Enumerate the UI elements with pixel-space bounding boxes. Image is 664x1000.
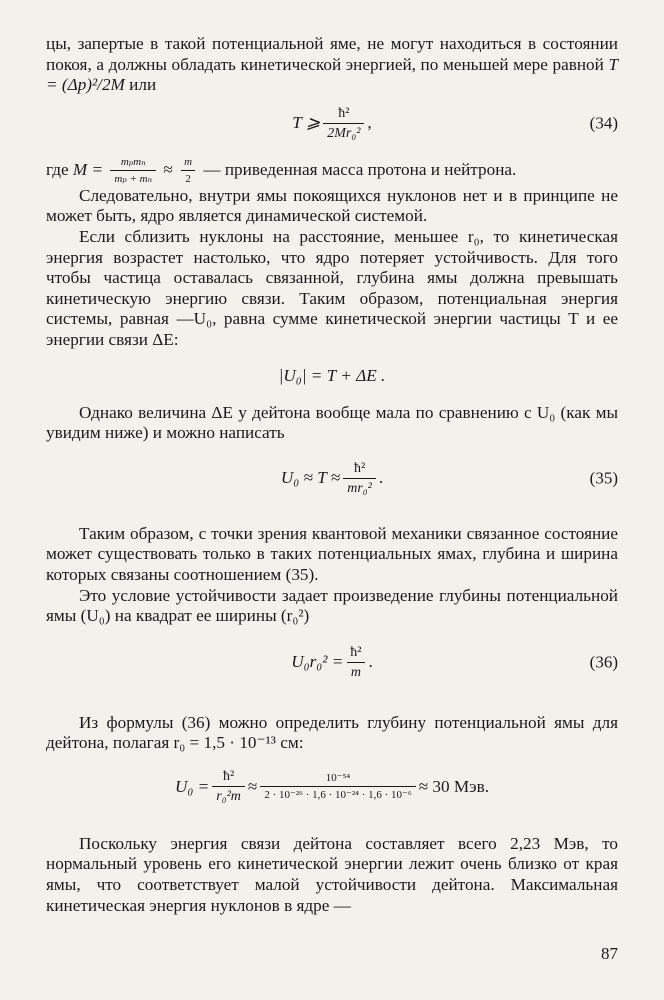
- calc-fraction-1: [212, 769, 245, 805]
- paragraph-1-tail: или: [129, 75, 157, 95]
- paragraph-6: Это условие устойчивости задает произведение глубины потенциальной ямы (U₀) на квадрат ее ширины (r₀²): [46, 585, 618, 626]
- where-tail: — приведенная масса протона и нейтрона.: [203, 159, 517, 179]
- eq36-denominator: m: [347, 662, 365, 681]
- eq34-label: (34): [589, 113, 618, 133]
- calc-numerator-1: ħ²: [223, 768, 235, 784]
- eq34-lhs: T ⩾: [292, 113, 321, 133]
- eq36-lhs: U₀r₀² =: [291, 652, 344, 672]
- eq36-label: (36): [589, 652, 618, 672]
- calc-approx: ≈: [247, 776, 258, 796]
- mass-definition: [46, 156, 618, 186]
- equation-34: [46, 96, 618, 152]
- eq34-fraction: [323, 106, 364, 142]
- paragraph-3: Если сблизить нуклоны на расстояние, меньшее r₀, то кинетическая энергия возрастет настолько, что ядро потеряет устойчивость. Для того чтобы частица оставалась связанной, глубина ямы должна превышать кинетическую энергию связи. Таким образом, потенциальная энергия системы, равная —U₀, равна сумме кинетической энергии частицы T и ее энергии связи ΔE:: [46, 226, 618, 349]
- eq36-numerator: ħ²: [350, 644, 362, 660]
- paragraph-4: Однако величина ΔE у дейтона вообще мала по сравнению с U₀ (как мы увидим ниже) и можно написать: [46, 402, 618, 443]
- mass-numerator-2: m: [184, 155, 193, 168]
- eq35-tail: .: [378, 468, 384, 488]
- mass-fraction: [110, 156, 156, 186]
- eq35-numerator: ħ²: [353, 460, 366, 476]
- paragraph-1: [46, 34, 618, 96]
- eq35-label: (35): [589, 468, 618, 488]
- binding-expression: |U₀| = T + ΔE .: [278, 366, 386, 386]
- binding-equation: [46, 351, 618, 403]
- paragraph-5: Таким образом, с точки зрения квантовой механики связанное состояние может существовать только в таких потенциальных ямах, глубина и ширина которых связаны соотношением (35).: [46, 523, 618, 584]
- eq35-denominator: mr₀²: [343, 478, 376, 497]
- where-prefix: где: [46, 159, 69, 179]
- paragraph-7: Из формулы (36) можно определить глубину потенциальной ямы для дейтона, полагая r₀ = 1,5 · 10⁻¹³ см:: [46, 712, 618, 753]
- calc-denominator-1: r₀²m: [212, 786, 245, 805]
- eq35-lhs: U₀ ≈ T ≈: [280, 468, 341, 488]
- depth-calculation: [46, 754, 618, 820]
- eq34-tail: ,: [367, 113, 372, 133]
- eq34-numerator: ħ²: [338, 105, 350, 121]
- calc-denominator-2: 2 · 10⁻²⁶ · 1,6 · 10⁻²⁴ · 1,6 · 10⁻⁶: [260, 786, 415, 802]
- mass-numerator: mₚmₙ: [120, 155, 146, 168]
- mass-denominator: mₚ + mₙ: [110, 170, 156, 186]
- mass-denominator-2: 2: [181, 170, 195, 186]
- mass-lhs: M =: [72, 159, 104, 179]
- paragraph-2: Следовательно, внутри ямы покоящихся нуклонов нет и в принципе не может быть, ядро является динамической системой.: [46, 185, 618, 226]
- equation-36: [46, 627, 618, 699]
- mass-fraction-2: [180, 156, 196, 186]
- eq35-fraction: [343, 461, 376, 497]
- paragraph-8: Поскольку энергия связи дейтона составляет всего 2,23 Мэв, то нормальный уровень его кинетической энергии лежит очень близко от края ямы, что соответствует малой устойчивости дейтона. Максимальная кинетическая энергия нуклонов в ядре —: [46, 833, 618, 915]
- page-body: [46, 34, 618, 916]
- calc-lhs: U₀ =: [175, 776, 210, 796]
- eq34-denominator: 2Mr₀²: [323, 123, 364, 142]
- kinetic-energy-formula: T = (Δp)²/2M: [46, 54, 618, 95]
- equation-35: [46, 444, 618, 514]
- paragraph-1-text: цы, запертые в такой потенциальной яме, не могут находиться в состоянии покоя, а должны обладать кинетической энергией, по меньшей мере равной: [46, 34, 618, 74]
- eq36-tail: .: [368, 652, 373, 672]
- calc-numerator-2: 10⁻⁵⁴: [325, 771, 351, 784]
- eq36-fraction: [346, 645, 365, 681]
- mass-approx: ≈: [163, 159, 173, 179]
- page-number: 87: [601, 944, 618, 963]
- calc-fraction-2: [260, 772, 415, 802]
- calc-result: ≈ 30 Мэв.: [418, 776, 489, 796]
